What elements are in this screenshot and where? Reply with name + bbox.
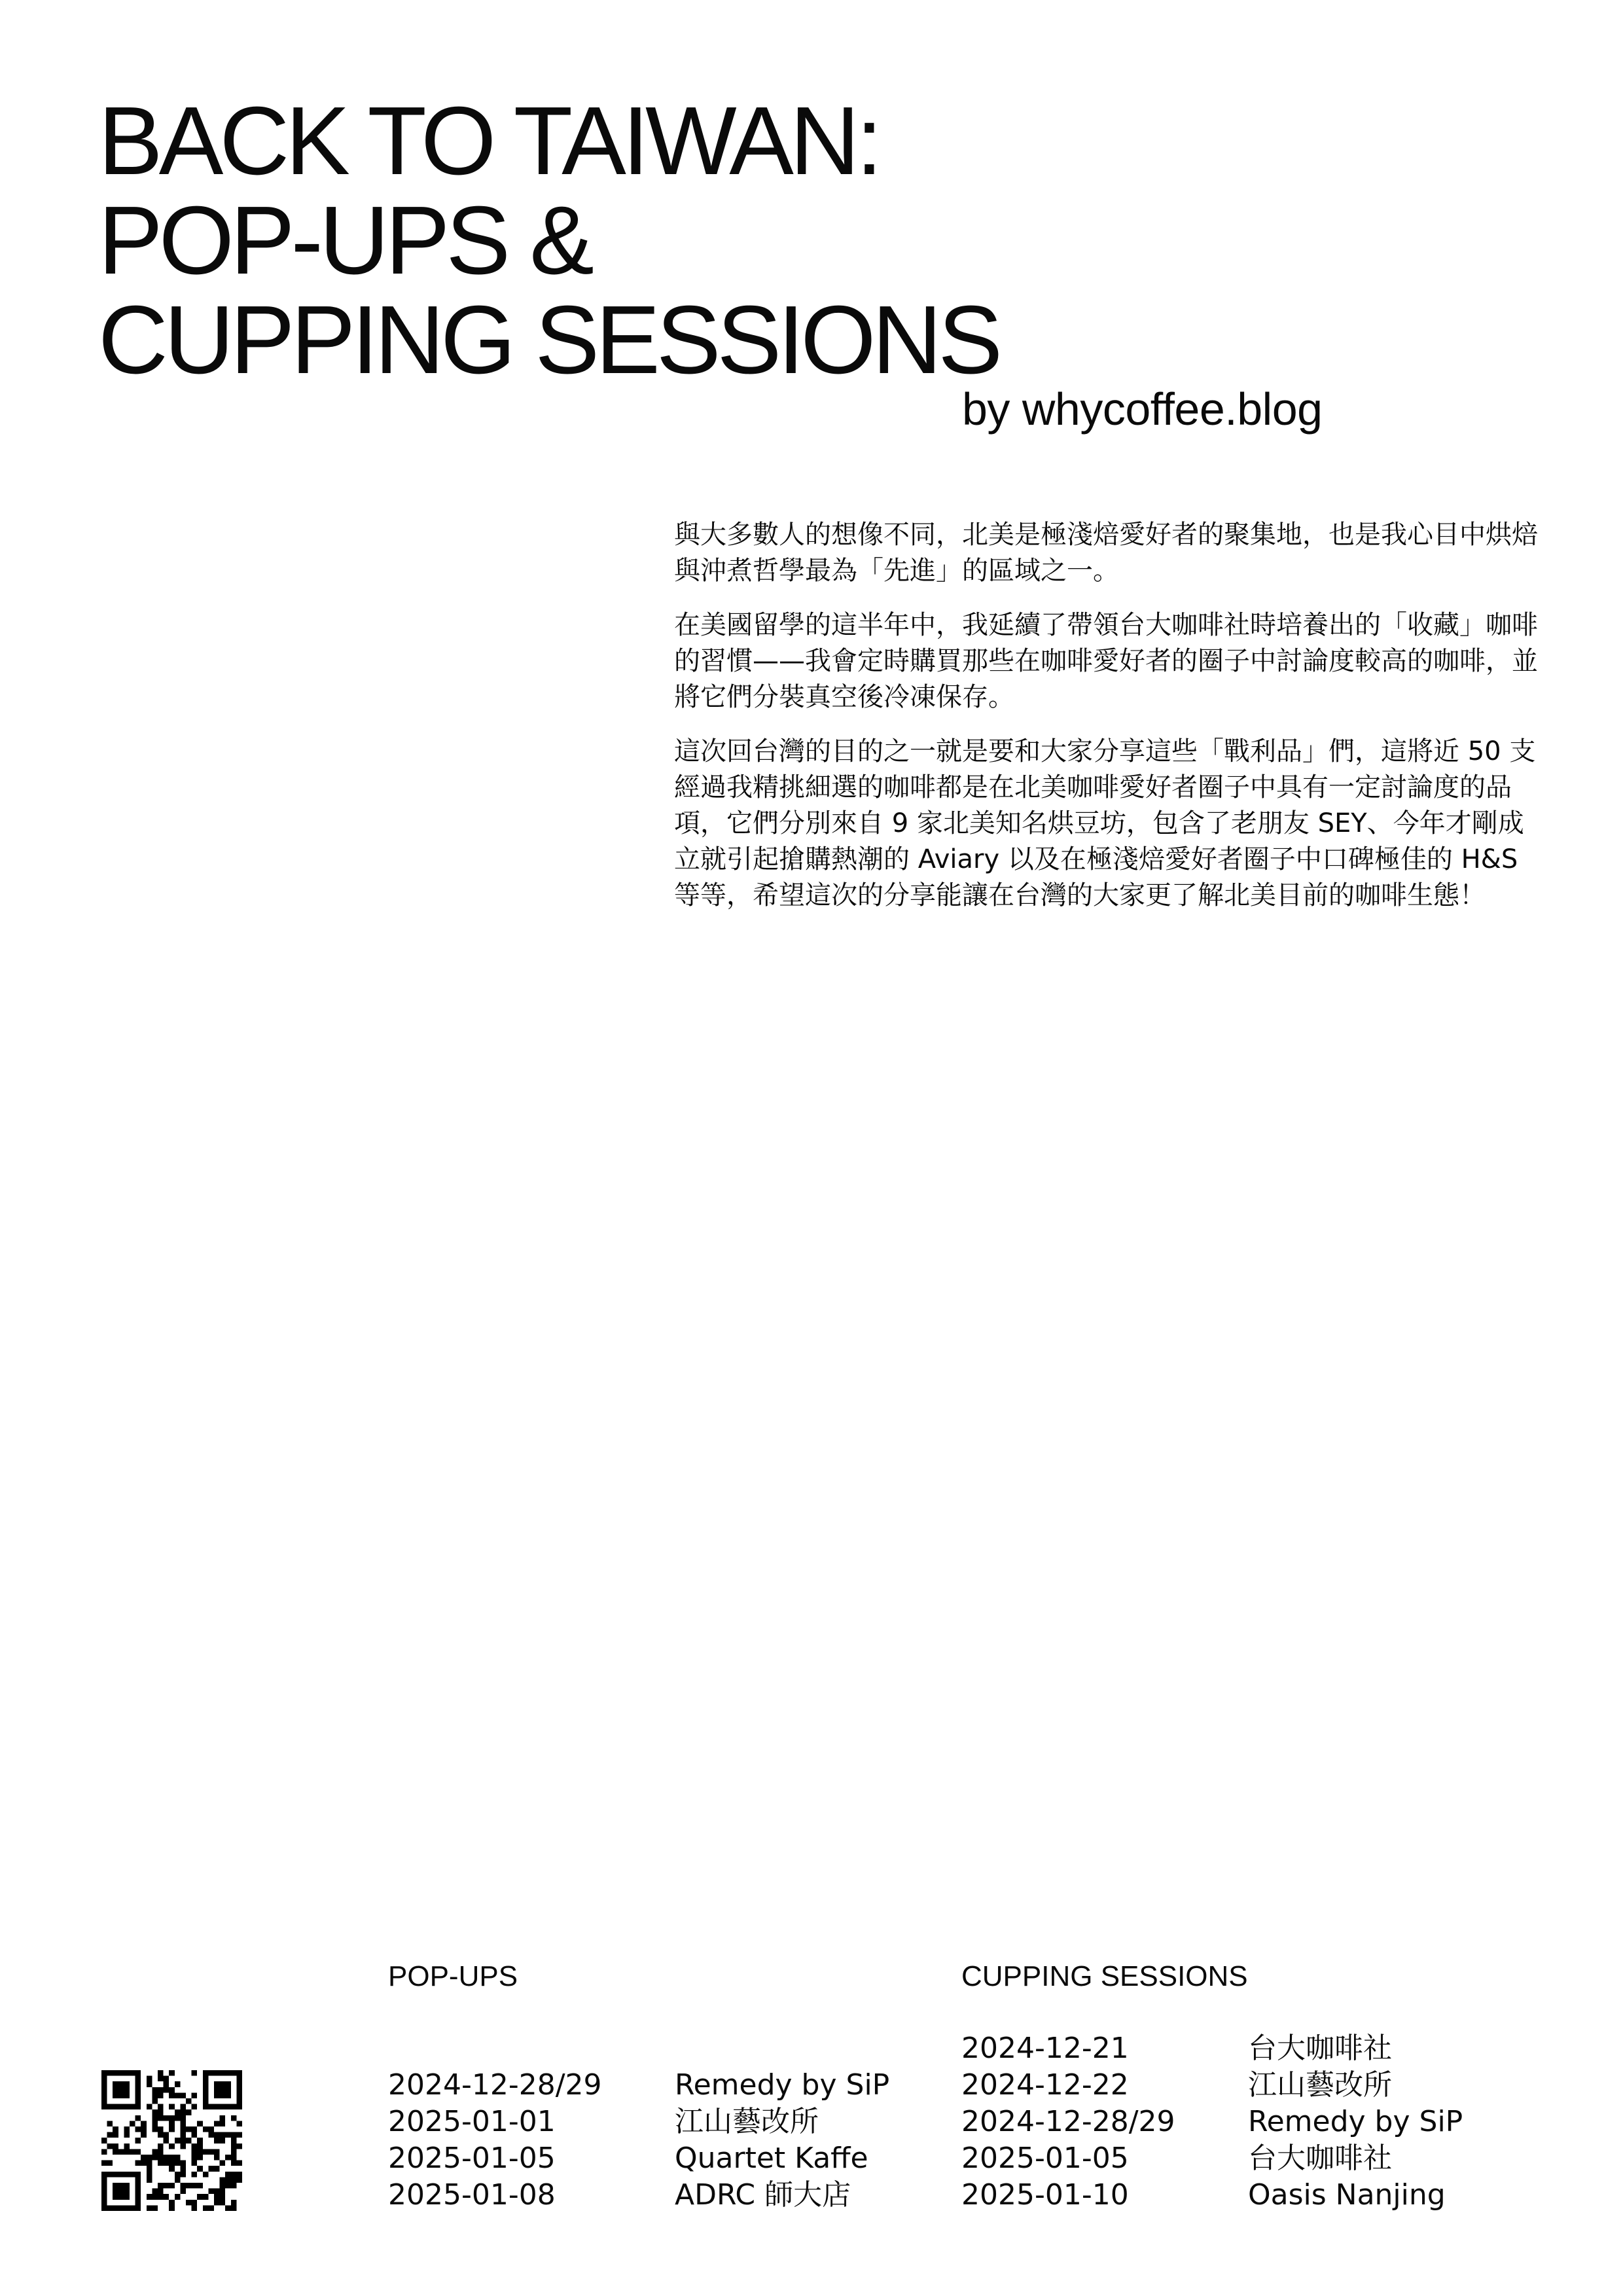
qr-code-icon[interactable]: [101, 2070, 242, 2211]
title-line-2: POP-UPS &: [98, 187, 590, 295]
schedule-row: [961, 2030, 1463, 2067]
event-date: 2025-01-01: [388, 2105, 556, 2138]
title-line-1: BACK TO TAIWAN:: [98, 87, 879, 195]
title-line-3: CUPPING SESSIONS: [98, 286, 999, 394]
popups-heading: POP-UPS: [388, 1960, 518, 1992]
schedule-row: [961, 2177, 1463, 2214]
event-venue: Remedy by SiP: [675, 2068, 890, 2102]
event-venue: Quartet Kaffe: [675, 2142, 868, 2175]
event-venue: 台大咖啡社: [1248, 2032, 1392, 2065]
page-title: [98, 87, 999, 394]
intro-paragraph: 在美國留學的這半年中，我延續了帶領台大咖啡社時培養出的「收藏」咖啡的習慣——我會定時購買那些在咖啡愛好者的圈子中討論度較高的咖啡，並將它們分裝真空後冷凍保存。: [674, 610, 1538, 712]
schedule-row: [388, 2104, 889, 2140]
cupping-schedule: [961, 2030, 1463, 2214]
event-date: 2025-01-05: [388, 2142, 556, 2175]
schedule-row: [388, 2177, 889, 2214]
event-date: 2024-12-22: [961, 2068, 1129, 2102]
event-date: 2025-01-08: [388, 2178, 556, 2212]
intro-paragraph: 與大多數人的想像不同，北美是極淺焙愛好者的聚集地，也是我心目中烘焙與沖煮哲學最為「先進」的區域之一。: [674, 520, 1538, 586]
popups-schedule: [388, 2067, 889, 2214]
event-venue: 江山藝改所: [675, 2105, 819, 2138]
schedule-row: [961, 2140, 1463, 2177]
schedule-row: [388, 2140, 889, 2177]
intro-text: [674, 517, 1538, 932]
cupping-heading: CUPPING SESSIONS: [961, 1960, 1248, 1992]
event-date: 2025-01-05: [961, 2142, 1129, 2175]
event-venue: ADRC 師大店: [675, 2178, 851, 2212]
event-date: 2025-01-10: [961, 2178, 1129, 2212]
schedule-row: [961, 2104, 1463, 2140]
schedule-row: [961, 2067, 1463, 2104]
schedule-row: [388, 2067, 889, 2104]
event-venue: 江山藝改所: [1248, 2068, 1392, 2102]
byline: by whycoffee.blog: [962, 384, 1323, 435]
intro-paragraph: 這次回台灣的目的之一就是要和大家分享這些「戰利品」們，這將近 50 支經過我精挑細選的咖啡都是在北美咖啡愛好者圈子中具有一定討論度的品項，它們分別來自 9 家北美知名烘豆坊，包含了老朋友 SEY、今年才剛成立就引起搶購熱潮的 Aviary 以及在極淺焙愛好者圈子中口碑極佳的 H&S 等等，希望這次的分享能讓在台灣的大家更了解北美目前的咖啡生態！: [674, 736, 1536, 910]
event-venue: 台大咖啡社: [1248, 2142, 1392, 2175]
event-date: 2024-12-28/29: [388, 2068, 602, 2102]
event-venue: Remedy by SiP: [1248, 2105, 1463, 2138]
event-date: 2024-12-28/29: [961, 2105, 1175, 2138]
event-venue: Oasis Nanjing: [1248, 2178, 1446, 2212]
event-date: 2024-12-21: [961, 2032, 1129, 2065]
